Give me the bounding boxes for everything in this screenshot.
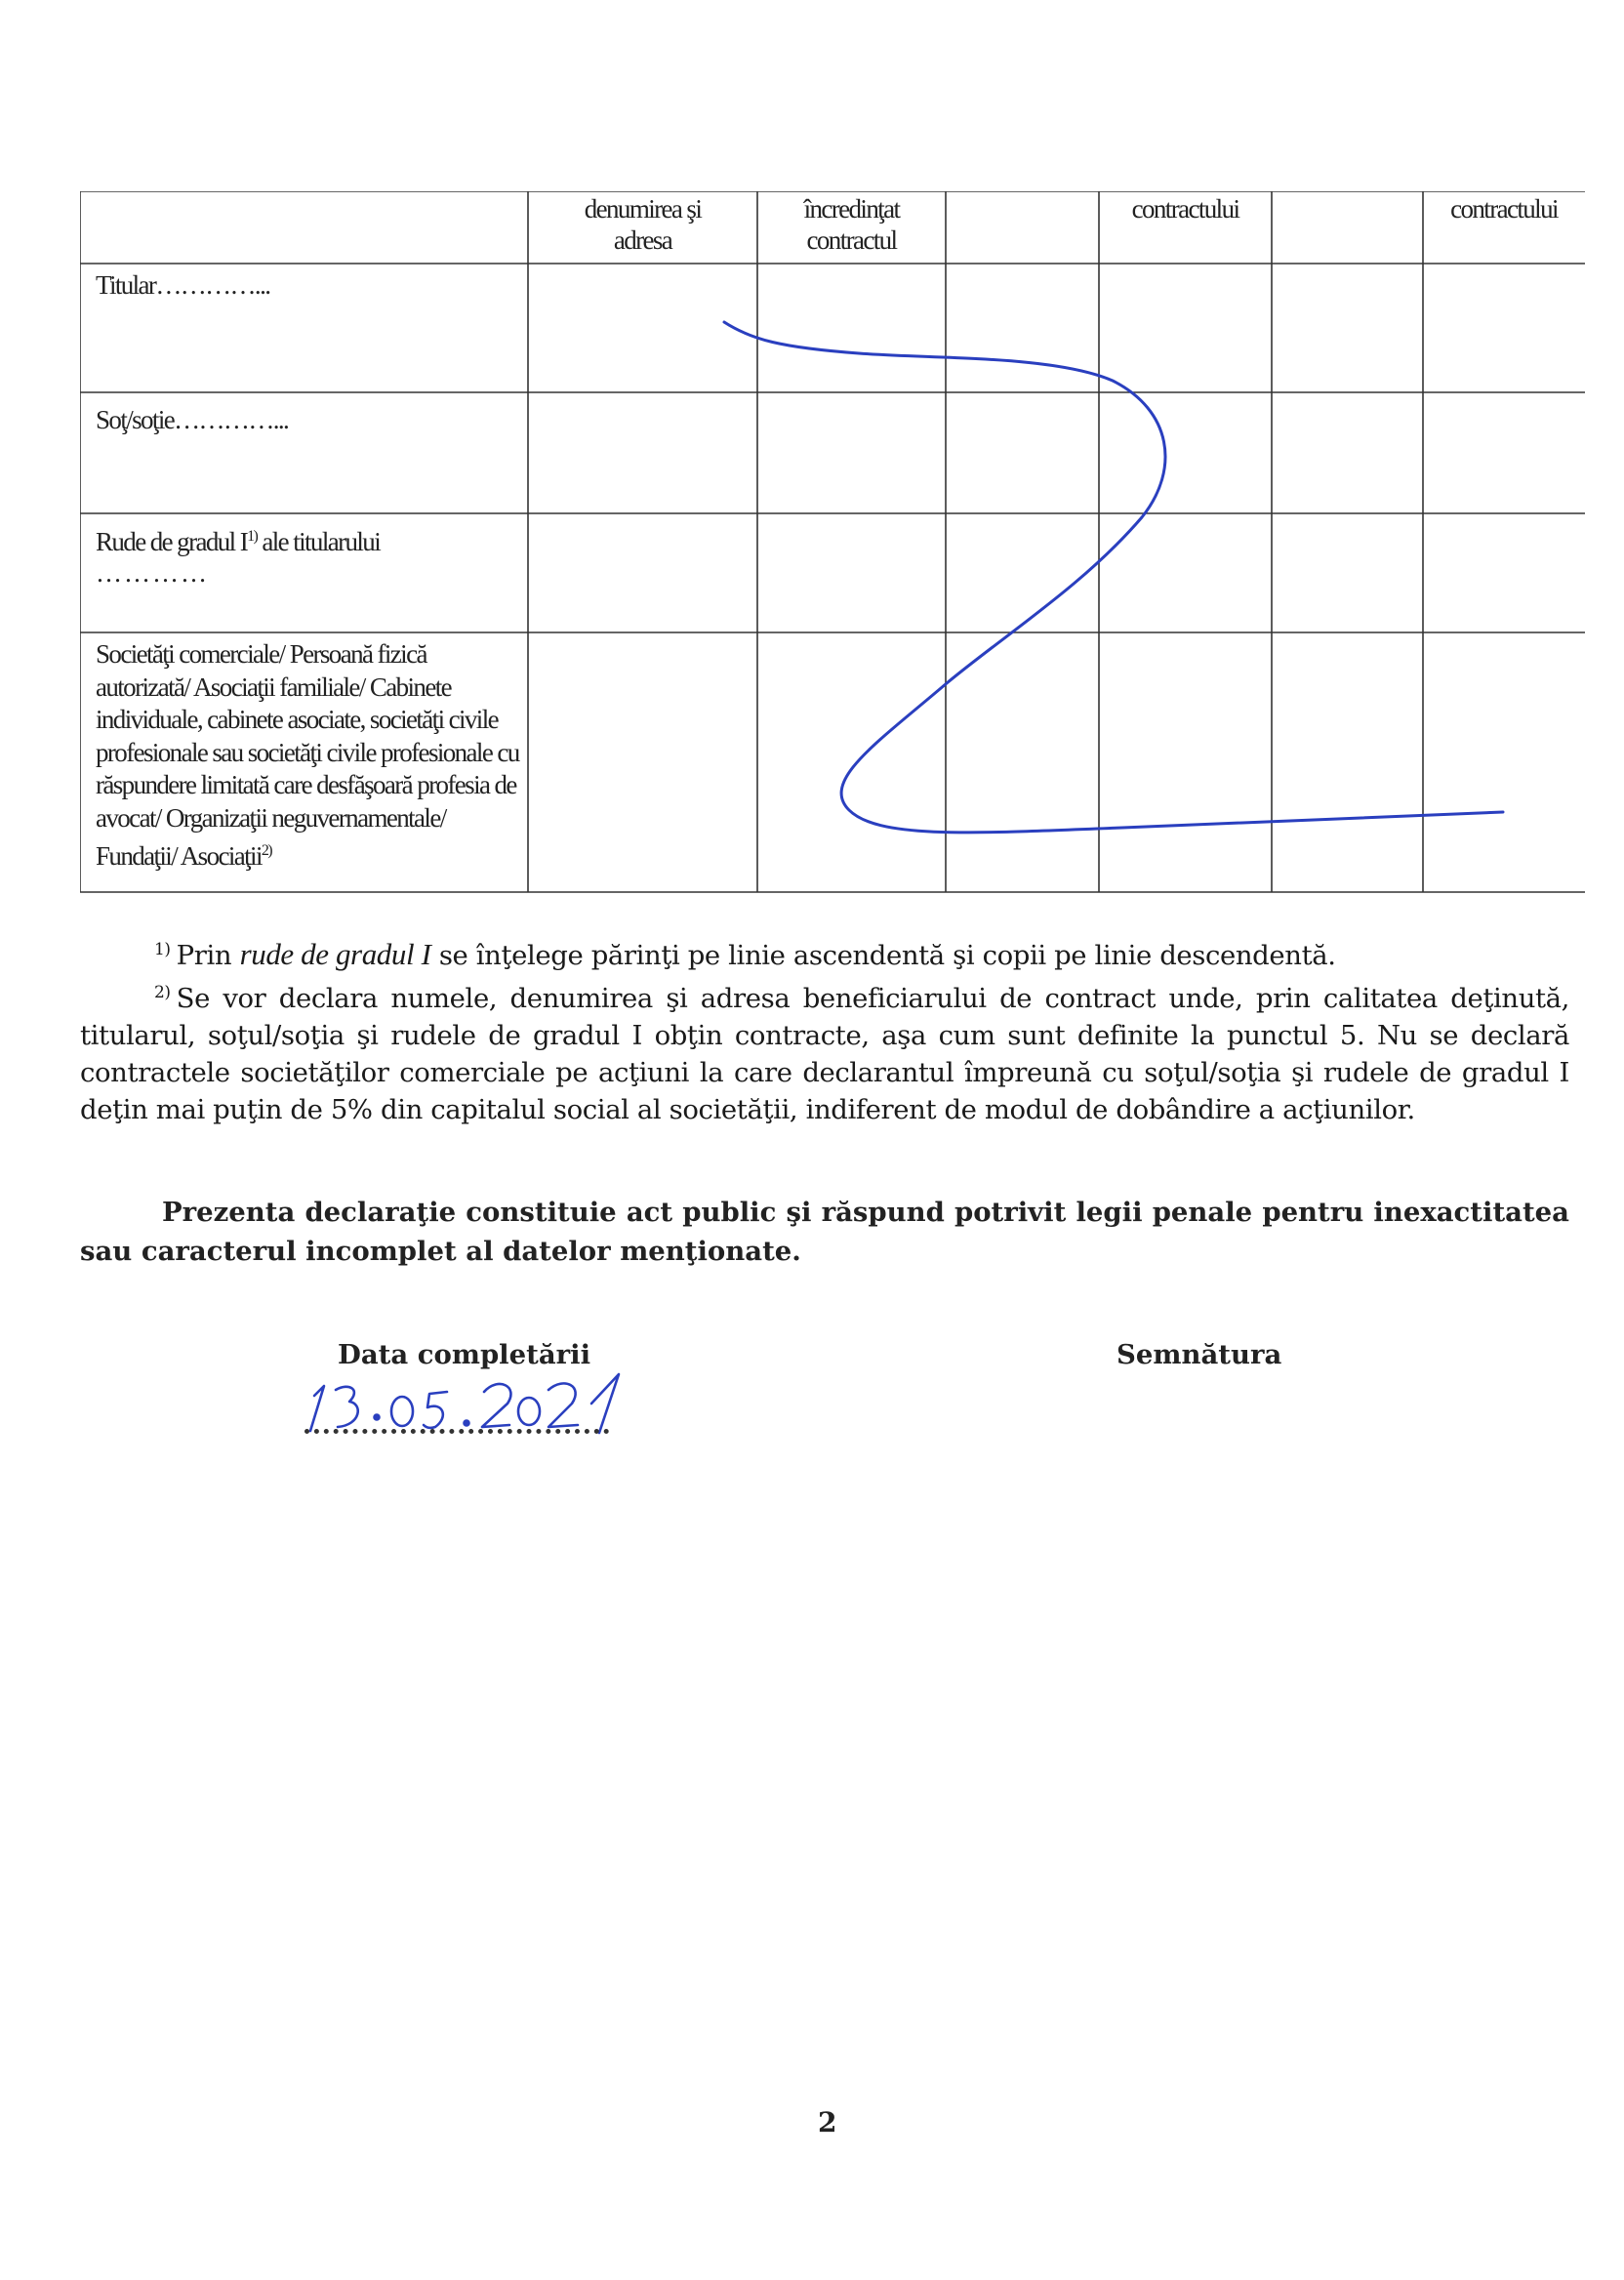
footnote-mark: 1) xyxy=(154,940,171,959)
header-text-line: denumirea şi xyxy=(584,194,702,224)
footnote-mark: 2) xyxy=(154,983,171,1002)
footnote-ref: 2) xyxy=(261,842,271,859)
header-cell-contractului-2 xyxy=(1423,193,1585,224)
footnote-text: Se vor declara numele, denumirea şi adresa beneficiarului de contract unde, prin calitatea deţinută, titularul, soţul/soţia şi rudele de gradul I obţin contracte, aşa cum sunt definite la punctul 5. Nu se declară contractele societăţilor comerciale pe acţiuni la care declarantul împreună cu soţul/soţia şi rudele de gradul I deţin mai puţin de 5% din capitalul social al societăţii, indiferent de modul de dobândire a acţiunilor. xyxy=(80,983,1569,1125)
row-label-dots: ………… xyxy=(96,558,209,588)
header-cell-contractului-1 xyxy=(1099,193,1272,224)
footnote-2 xyxy=(80,974,1569,1128)
date-dotted-line xyxy=(304,1423,609,1434)
header-cell-denumirea xyxy=(528,193,757,256)
header-text-line: contractul xyxy=(806,225,897,255)
page-number: 2 xyxy=(818,2106,837,2138)
footnote-emphasis: rude de gradul I xyxy=(239,937,431,971)
row-label-sot-sotie: Soţ/soţie…………... xyxy=(96,405,289,434)
header-cell-incredintat xyxy=(757,193,946,256)
contracts-table xyxy=(80,191,1585,894)
header-text-line: încredinţat xyxy=(803,194,900,224)
footnote-text: Prin xyxy=(176,940,240,971)
row-label-titular: Titular…………... xyxy=(96,270,270,300)
row-label-text: Rude de gradul I xyxy=(96,527,248,556)
declaration-statement: Prezenta declaraţie constituie act public şi răspund potrivit legii penale pentru inexactitatea sau caracterul incomplet al datelor menţionate. xyxy=(80,1197,1569,1267)
row-label-societati xyxy=(96,638,525,874)
header-text-line: adresa xyxy=(613,225,672,255)
signature-label: Semnătura xyxy=(1116,1339,1282,1370)
footnote-ref: 1) xyxy=(247,528,258,545)
row-label-text: Societăţi comerciale/ Persoană fizică autorizată/ Asociaţii familiale/ Cabinete individuale, cabinete asociate, societăţi civile profesionale sau societăţi civile profesionale cu răspundere limitată care desfăşoară profesia de avocat/ Organizaţii neguvernamentale/ Fundaţii/ Asociaţii xyxy=(96,639,519,871)
row-label-rude xyxy=(96,521,515,589)
header-text-line: contractului xyxy=(1450,194,1558,224)
footnote-text: se înţelege părinţi pe linie ascendentă şi copii pe linie descendentă. xyxy=(430,940,1336,971)
header-text-line: contractului xyxy=(1131,194,1239,224)
footnotes-section xyxy=(80,931,1569,1128)
footnote-1 xyxy=(80,931,1569,974)
date-label: Data completării xyxy=(338,1339,591,1370)
row-label-text: ale titularului xyxy=(257,527,381,556)
